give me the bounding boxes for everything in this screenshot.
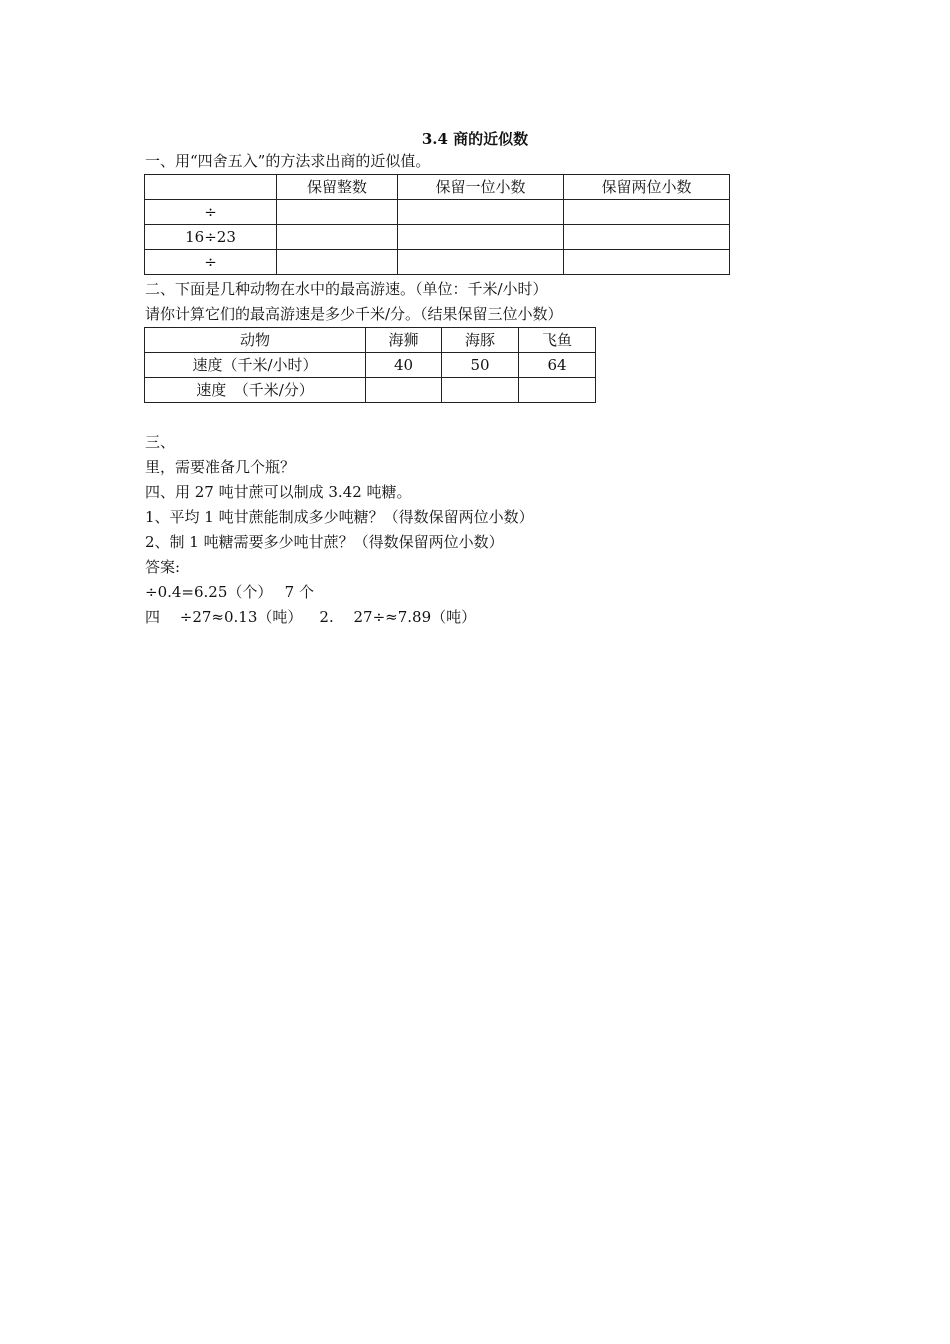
- table-row: [145, 225, 730, 250]
- answer-cell: [442, 378, 519, 403]
- table-cell: ÷: [145, 200, 277, 225]
- table-header-cell: 保留一位小数: [398, 175, 564, 200]
- table-header-cell: [145, 175, 277, 200]
- answer-line-2: 四 ÷27≈0.13（吨） 2. 27÷≈7.89（吨）: [145, 608, 477, 626]
- answer-cell: [366, 378, 442, 403]
- answer-line-1: ÷0.4=6.25（个） 7 个: [145, 583, 314, 601]
- approximation-table: [144, 174, 730, 275]
- answer-cell: [277, 250, 398, 275]
- table-cell: 16÷23: [145, 225, 277, 250]
- answer-cell: [277, 225, 398, 250]
- table-row: [145, 200, 730, 225]
- answer-cell: [519, 378, 596, 403]
- table-cell: ÷: [145, 250, 277, 275]
- table-cell: 速度（千米/小时）: [145, 353, 366, 378]
- section1-heading: 一、用“四舍五入”的方法求出商的近似值。: [145, 152, 431, 170]
- table-cell: 速度 （千米/分）: [145, 378, 366, 403]
- answer-cell: [564, 250, 730, 275]
- table-row: [145, 353, 596, 378]
- table-header-cell: 动物: [145, 328, 366, 353]
- table-cell: 64: [519, 353, 596, 378]
- answer-cell: [398, 200, 564, 225]
- table-header-cell: 海狮: [366, 328, 442, 353]
- table-header-cell: 海豚: [442, 328, 519, 353]
- table-header-row: [145, 175, 730, 200]
- section2-subheading: 请你计算它们的最高游速是多少千米/分。（结果保留三位小数）: [145, 305, 563, 323]
- table-header-row: [145, 328, 596, 353]
- answers-label: 答案:: [145, 558, 181, 576]
- section3-heading: 三、: [145, 433, 176, 451]
- section4-question-1: 1、平均 1 吨甘蔗能制成多少吨糖？（得数保留两位小数）: [145, 508, 534, 526]
- page-title: 3.4 商的近似数: [421, 130, 529, 148]
- table-row: [145, 250, 730, 275]
- table-header-cell: 飞鱼: [519, 328, 596, 353]
- section3-text: 里，需要准备几个瓶？: [145, 458, 296, 476]
- section4-question-2: 2、制 1 吨糖需要多少吨甘蔗？（得数保留两位小数）: [145, 533, 504, 551]
- answer-cell: [564, 200, 730, 225]
- table-cell: 50: [442, 353, 519, 378]
- table-row: [145, 378, 596, 403]
- answer-cell: [277, 200, 398, 225]
- animal-speed-table: [144, 327, 596, 403]
- table-header-cell: 保留整数: [277, 175, 398, 200]
- answer-cell: [564, 225, 730, 250]
- answer-cell: [398, 225, 564, 250]
- section4-heading: 四、用 27 吨甘蔗可以制成 3.42 吨糖。: [145, 483, 412, 501]
- answer-cell: [398, 250, 564, 275]
- table-cell: 40: [366, 353, 442, 378]
- table-header-cell: 保留两位小数: [564, 175, 730, 200]
- section2-heading: 二、下面是几种动物在水中的最高游速。（单位：千米/小时）: [145, 280, 548, 298]
